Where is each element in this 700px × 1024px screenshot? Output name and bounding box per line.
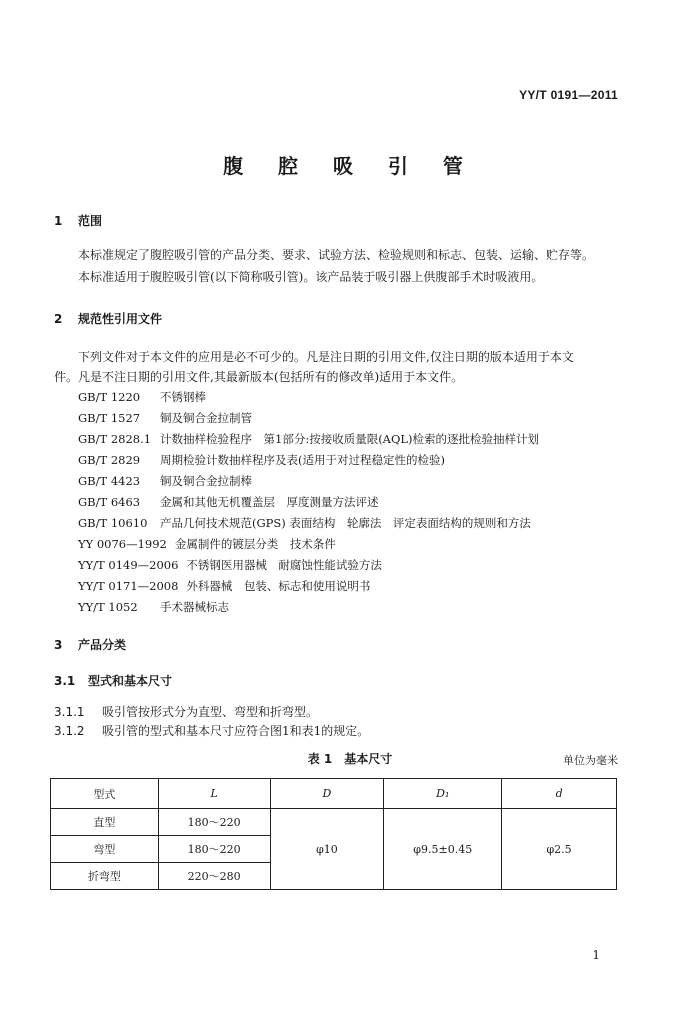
section-title: 范围 [78,214,103,228]
document-title: 腹 腔 吸 引 管 [223,154,477,178]
reference-name: 计数抽样检验程序 第1部分:按接收质量限(AQL)检索的逐批检验抽样计划 [160,432,540,446]
section-number: 2 [54,312,63,326]
section-number: 3 [54,638,63,652]
header-L: L [158,779,270,809]
subsection-title: 型式和基本尺寸 [88,674,173,688]
section-scope-heading [54,212,102,229]
section-number: 1 [54,214,63,228]
header-D: D [270,779,384,809]
reference-code: GB/T 10610 [78,516,148,530]
clause-text: 吸引管按形式分为直型、弯型和折弯型。 [102,705,319,719]
reference-code: GB/T 1220 [78,390,141,404]
header-D1: D₁ [384,779,502,809]
reference-name: 铜及铜合金拉制棒 [160,474,252,488]
reference-item [78,389,206,405]
header-d: d [502,779,617,809]
table-header-row [51,779,617,809]
standard-code: YY/T 0191—2011 [519,88,618,102]
table-row [51,809,617,836]
table-caption: 表 1 基本尺寸 [307,752,393,766]
page-number: 1 [592,948,600,962]
reference-item [78,494,379,510]
reference-code: GB/T 2829 [78,453,141,467]
reference-item [78,515,531,531]
section-classification-heading [54,636,126,653]
dimensions-table [50,778,617,890]
reference-name: 金属制件的镀层分类 技术条件 [174,537,336,551]
reference-item [78,557,382,573]
clause-number: 3.1.1 [54,705,85,719]
scope-paragraph-1: 本标准规定了腹腔吸引管的产品分类、要求、试验方法、检验规则和标志、包装、运输、贮存等。 [78,248,595,262]
reference-name: 金属和其他无机覆盖层 厚度测量方法评述 [160,495,379,509]
reference-name: 周期检验计数抽样程序及表(适用于对过程稳定性的检验) [160,453,445,467]
clause-text: 吸引管的型式和基本尺寸应符合图1和表1的规定。 [102,724,370,738]
reference-code: GB/T 4423 [78,474,141,488]
reference-code: YY/T 1052 [78,600,138,614]
reference-name: 外科器械 包装、标志和使用说明书 [186,579,371,593]
header-type: 型式 [51,779,159,809]
reference-name: 产品几何技术规范(GPS) 表面结构 轮廓法 评定表面结构的规则和方法 [160,516,531,530]
reference-name: 不锈钢棒 [160,390,206,404]
cell-L: 180～220 [158,809,270,836]
cell-D: φ10 [270,809,384,890]
reference-item [78,578,370,594]
cell-type: 折弯型 [51,863,159,890]
reference-item [78,599,229,615]
scope-paragraph-2: 本标准适用于腹腔吸引管(以下简称吸引管)。该产品装于吸引器上供腹部手术时吸液用。 [78,270,544,284]
references-intro-line-2: 件。凡是不注日期的引用文件,其最新版本(包括所有的修改单)适用于本文件。 [54,370,464,384]
cell-d: φ2.5 [502,809,617,890]
reference-code: GB/T 1527 [78,411,141,425]
section-title: 产品分类 [78,638,127,652]
reference-item [78,536,336,552]
reference-item [78,410,252,426]
cell-L: 220～280 [158,863,270,890]
reference-code: GB/T 6463 [78,495,141,509]
references-intro-line-1: 下列文件对于本文件的应用是必不可少的。凡是注日期的引用文件,仅注日期的版本适用于本文 [78,350,574,364]
cell-L: 180～220 [158,836,270,863]
reference-code: YY/T 0171—2008 [78,579,179,593]
reference-code: YY 0076—1992 [78,537,167,551]
clause-3-1-1 [54,703,318,720]
reference-item [78,431,539,447]
section-title: 规范性引用文件 [78,312,163,326]
clause-number: 3.1.2 [54,724,85,738]
reference-code: GB/T 2828.1 [78,432,152,446]
reference-name: 手术器械标志 [160,600,229,614]
subsection-number: 3.1 [54,674,76,688]
clause-3-1-2 [54,722,369,739]
cell-type: 直型 [51,809,159,836]
cell-D1: φ9.5±0.45 [384,809,502,890]
subsection-3-1-heading [54,672,172,689]
reference-item [78,473,252,489]
reference-item [78,452,445,468]
reference-code: YY/T 0149—2006 [78,558,179,572]
reference-name: 铜及铜合金拉制管 [160,411,252,425]
cell-type: 弯型 [51,836,159,863]
table-unit: 单位为毫米 [563,754,618,767]
section-references-heading [54,310,162,327]
reference-name: 不锈钢医用器械 耐腐蚀性能试验方法 [186,558,382,572]
